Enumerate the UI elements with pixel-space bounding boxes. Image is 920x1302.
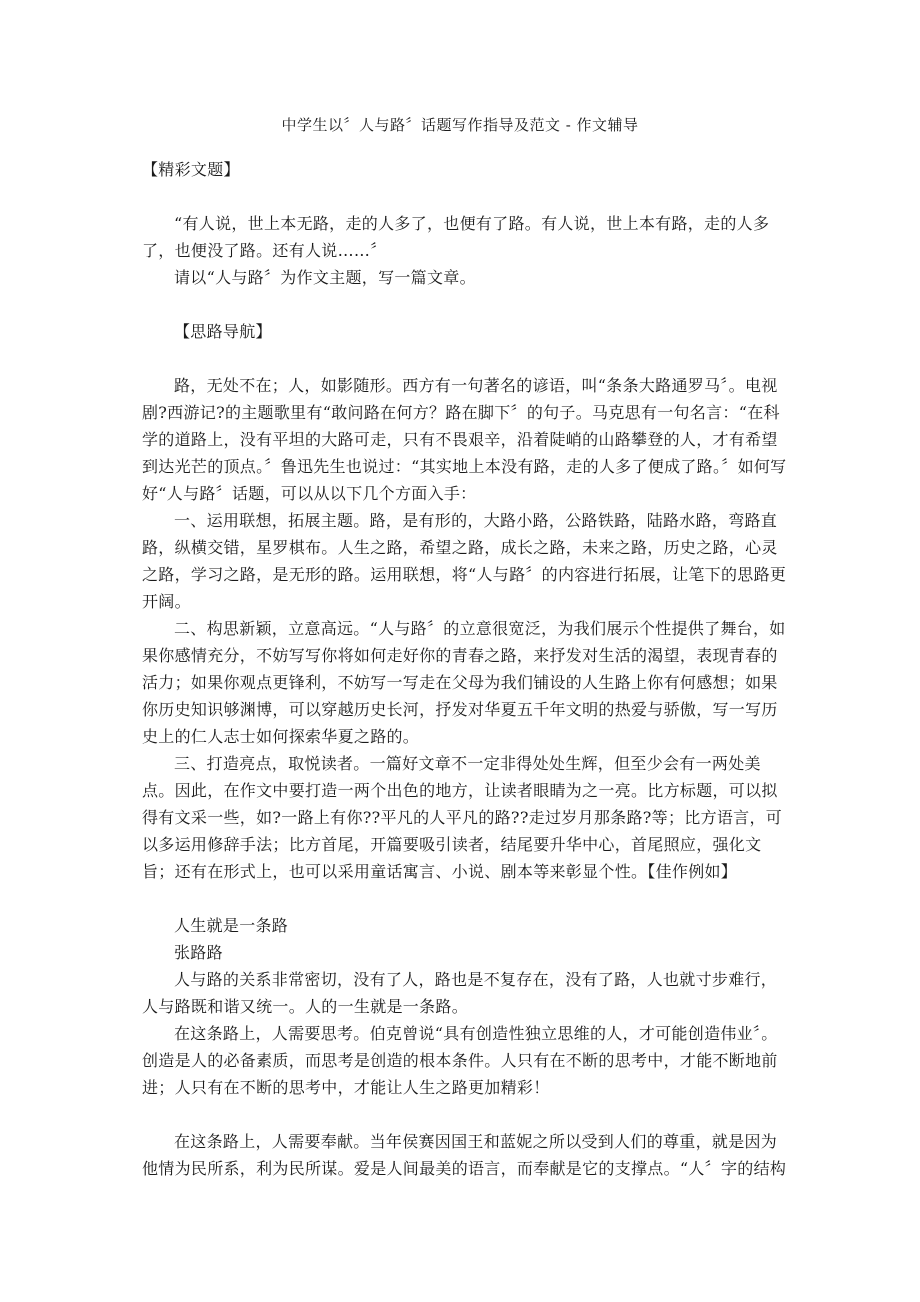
essay-paragraph: 在这条路上，人需要奉献。当年侯赛因国王和蓝妮之所以受到人们的尊重，就是因为他情为民所系，利为民所谋。爱是人间最美的语言，而奉献是它的支撑点。“人〞字的结构 bbox=[142, 1132, 787, 1178]
essay-author: 张路路 bbox=[174, 943, 223, 962]
section-heading-guide: 【思路导航】 bbox=[174, 322, 272, 341]
essay-paragraph: 在这条路上，人需要思考。伯克曾说“具有创造性独立思维的人，才可能创造伟业〞。创造是人的必备素质，而思考是创造的根本条件。人只有在不断的思考中，才能不断地前进；人只有在不断的思考中，才能让人生之路更加精彩！ bbox=[142, 1024, 778, 1097]
point-two-paragraph: 二、构思新颖，立意高远。“人与路〞的立意很宽泛，为我们展示个性提供了舞台，如果你感情充分，不妨写写你将如何走好你的青春之路，来抒发对生活的渴望，表现青春的活力；如果你观点更锋利，不妨写一写走在父母为我们铺设的人生路上你有何感想；如果你历史知识够渊博，可以穿越历史长河，抒发对华夏五千年文明的热爱与骄傲，写一写历史上的仁人志士如何探索华夏之路的。 bbox=[142, 619, 786, 746]
quote-paragraph: “有人说，世上本无路，走的人多了，也便有了路。有人说，世上本有路，走的人多了，也便没了路。还有人说……〞 bbox=[142, 214, 770, 260]
essay-paragraph: 人与路的关系非常密切，没有了人，路也是不复存在，没有了路，人也就寸步难行，人与路既和谐又统一。人的一生就是一条路。 bbox=[142, 970, 778, 1016]
prompt-paragraph: 请以“人与路〞为作文主题，写一篇文章。 bbox=[174, 268, 476, 287]
document-title: 中学生以〞人与路〞话题写作指导及范文 - 作文辅导 bbox=[281, 116, 639, 134]
point-one-paragraph: 一、运用联想，拓展主题。路，是有形的，大路小路，公路铁路，陆路水路，弯路直路，纵横交错，星罗棋布。人生之路，希望之路，成长之路，未来之路，历史之路，心灵之路，学习之路，是无形的路。运用联想，将“人与路〞的内容进行拓展，让笔下的思路更开阔。 bbox=[142, 511, 787, 611]
point-three-paragraph: 三、打造亮点，取悦读者。一篇好文章不一定非得处处生辉，但至少会有一两处美点。因此，在作文中要打造一两个出色的地方，让读者眼睛为之一亮。比方标题，可以拟得有文采一些，如?一路上有你??平凡的人平凡的路??走过岁月那条路?等；比方语言，可以多运用修辞手法；比方首尾，开篇要吸引读者，结尾要升华中心，首尾照应，强化文旨；还有在形式上，也可以采用童话寓言、小说、剧本等来彰显个性。【佳作例如】 bbox=[142, 754, 783, 881]
essay-title: 人生就是一条路 bbox=[174, 916, 289, 935]
section-heading-topic: 【精彩文题】 bbox=[142, 160, 240, 179]
intro-paragraph: 路，无处不在；人，如影随形。西方有一句著名的谚语，叫“条条大路通罗马〞。电视剧?西游记?的主题歌里有“敢问路在何方？路在脚下〞的句子。马克思有一句名言：“在科学的道路上，没有平坦的大路可走，只有不畏艰辛，沿着陡峭的山路攀登的人，才有希望到达光芒的顶点。〞鲁迅先生也说过：“其实地上本没有路，走的人多了便成了路。〞如何写好“人与路〞话题，可以从以下几个方面入手： bbox=[142, 376, 787, 503]
